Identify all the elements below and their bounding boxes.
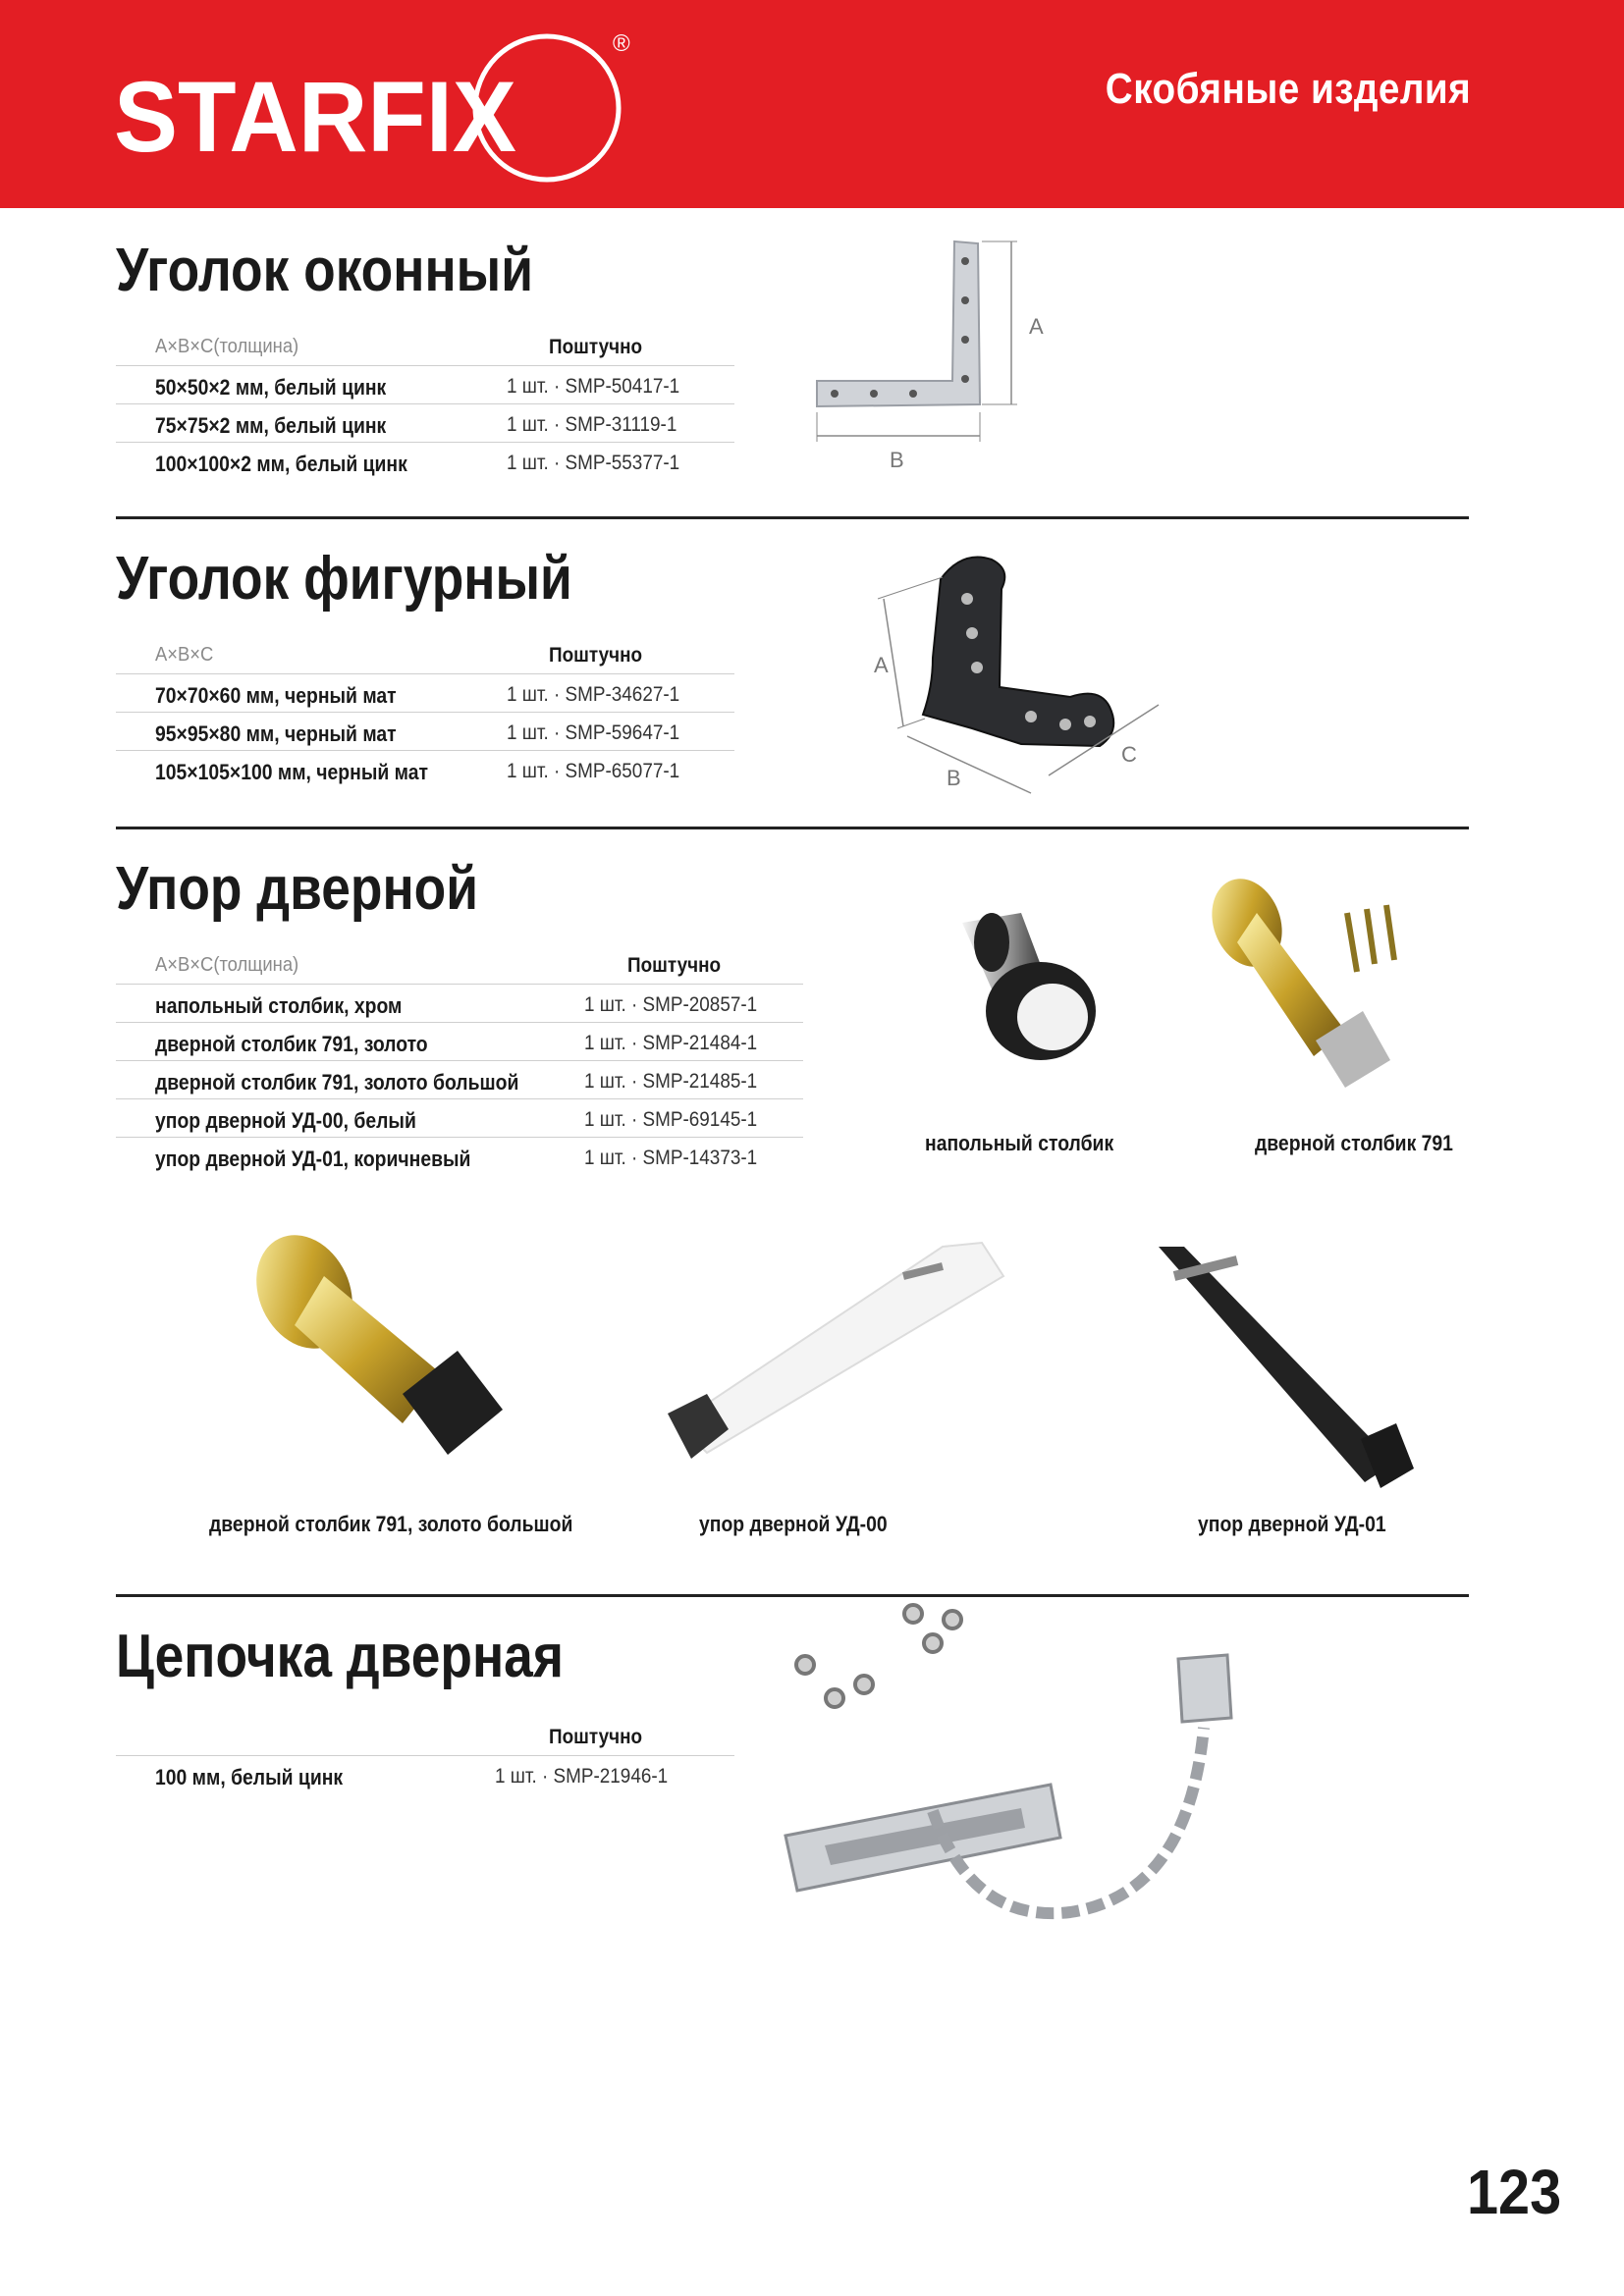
row-name: напольный столбик, хром	[155, 993, 403, 1018]
row-code: 1 шт. · SMP-20857-1	[584, 993, 758, 1016]
dim-b-label: B	[947, 766, 961, 790]
caption-ud01: упор дверной УД-01	[1198, 1512, 1386, 1536]
page-number: 123	[1467, 2157, 1562, 2227]
table-row	[116, 1138, 803, 1175]
col-packaging: Поштучно	[549, 1726, 643, 1748]
table-figured-corner	[116, 638, 734, 788]
row-code: 1 шт. · SMP-31119-1	[507, 413, 677, 436]
header-band	[0, 0, 1624, 208]
registered-mark: ®	[613, 30, 630, 57]
table-row	[116, 713, 734, 751]
row-name: 105×105×100 мм, черный мат	[155, 760, 428, 784]
row-name: дверной столбик 791, золото	[155, 1032, 428, 1056]
table-window-corner	[116, 330, 734, 480]
row-code: 1 шт. · SMP-34627-1	[507, 683, 680, 706]
row-name: дверной столбик 791, золото большой	[155, 1070, 519, 1095]
row-name: 75×75×2 мм, белый цинк	[155, 413, 387, 438]
table-header	[116, 948, 803, 985]
dim-c-label: C	[1121, 742, 1137, 767]
table-door-stop	[116, 948, 803, 1175]
row-name: 70×70×60 мм, черный мат	[155, 683, 397, 708]
section-divider	[116, 1594, 1469, 1597]
figured-bracket-icon	[864, 540, 1178, 805]
table-row	[116, 1099, 803, 1138]
table-row	[116, 1023, 803, 1061]
section-divider	[116, 827, 1469, 829]
logo-text: STARFIX	[114, 61, 516, 173]
row-name: упор дверной УД-00, белый	[155, 1108, 416, 1133]
dim-a-label: A	[874, 653, 889, 677]
section-divider	[116, 516, 1469, 519]
row-code: 1 шт. · SMP-21484-1	[584, 1032, 758, 1054]
row-code: 1 шт. · SMP-65077-1	[507, 760, 680, 782]
dim-a-label: A	[1029, 314, 1044, 339]
row-code: 1 шт. · SMP-59647-1	[507, 721, 680, 744]
row-code: 1 шт. · SMP-21485-1	[584, 1070, 758, 1093]
dim-b-label: B	[890, 448, 904, 472]
row-name: 95×95×80 мм, черный мат	[155, 721, 397, 746]
table-door-chain	[116, 1720, 734, 1793]
caption-gold-stop: дверной столбик 791	[1255, 1131, 1453, 1155]
table-header	[116, 330, 734, 366]
col-dimensions: A×B×C	[155, 644, 214, 666]
col-dimensions: A×B×C(толщина)	[155, 336, 299, 357]
table-row	[116, 404, 734, 443]
table-header	[116, 638, 734, 674]
col-packaging: Поштучно	[549, 336, 643, 358]
starfix-logo	[110, 24, 640, 190]
section-title-door-chain: Цепочка дверная	[116, 1623, 564, 1690]
brown-stop-icon	[1129, 1237, 1424, 1492]
row-name: 50×50×2 мм, белый цинк	[155, 375, 387, 400]
section-title-window-corner: Уголок оконный	[116, 237, 533, 304]
section-title-figured-corner: Уголок фигурный	[116, 545, 572, 613]
table-row	[116, 1061, 803, 1099]
table-row	[116, 751, 734, 788]
row-code: 1 шт. · SMP-69145-1	[584, 1108, 758, 1131]
row-code: 1 шт. · SMP-55377-1	[507, 452, 680, 474]
col-packaging: Поштучно	[549, 644, 643, 667]
row-code: 1 шт. · SMP-50417-1	[507, 375, 680, 398]
table-row	[116, 1756, 734, 1793]
caption-floor-stop: напольный столбик	[925, 1131, 1114, 1155]
door-chain-icon	[766, 1600, 1276, 1953]
row-name: 100×100×2 мм, белый цинк	[155, 452, 407, 476]
col-packaging: Поштучно	[627, 954, 722, 977]
white-stop-icon	[648, 1237, 1021, 1472]
floor-stop-icon	[943, 903, 1139, 1070]
table-row	[116, 366, 734, 404]
table-row	[116, 674, 734, 713]
caption-ud00: упор дверной УД-00	[699, 1512, 888, 1536]
row-name: 100 мм, белый цинк	[155, 1765, 344, 1789]
col-dimensions: A×B×C(толщина)	[155, 954, 299, 976]
row-name: упор дверной УД-01, коричневый	[155, 1147, 471, 1171]
row-code: 1 шт. · SMP-14373-1	[584, 1147, 758, 1169]
gold-stop-big-icon	[245, 1227, 520, 1472]
caption-gold-stop-big: дверной столбик 791, золото большой	[209, 1512, 573, 1536]
table-header	[116, 1720, 734, 1756]
header-category: Скобяные изделия	[1105, 65, 1471, 113]
section-title-door-stop: Упор дверной	[116, 855, 479, 923]
row-code: 1 шт. · SMP-21946-1	[495, 1765, 669, 1788]
table-row	[116, 443, 734, 480]
table-row	[116, 985, 803, 1023]
gold-stop-icon	[1198, 874, 1434, 1109]
l-bracket-icon	[805, 232, 1060, 477]
